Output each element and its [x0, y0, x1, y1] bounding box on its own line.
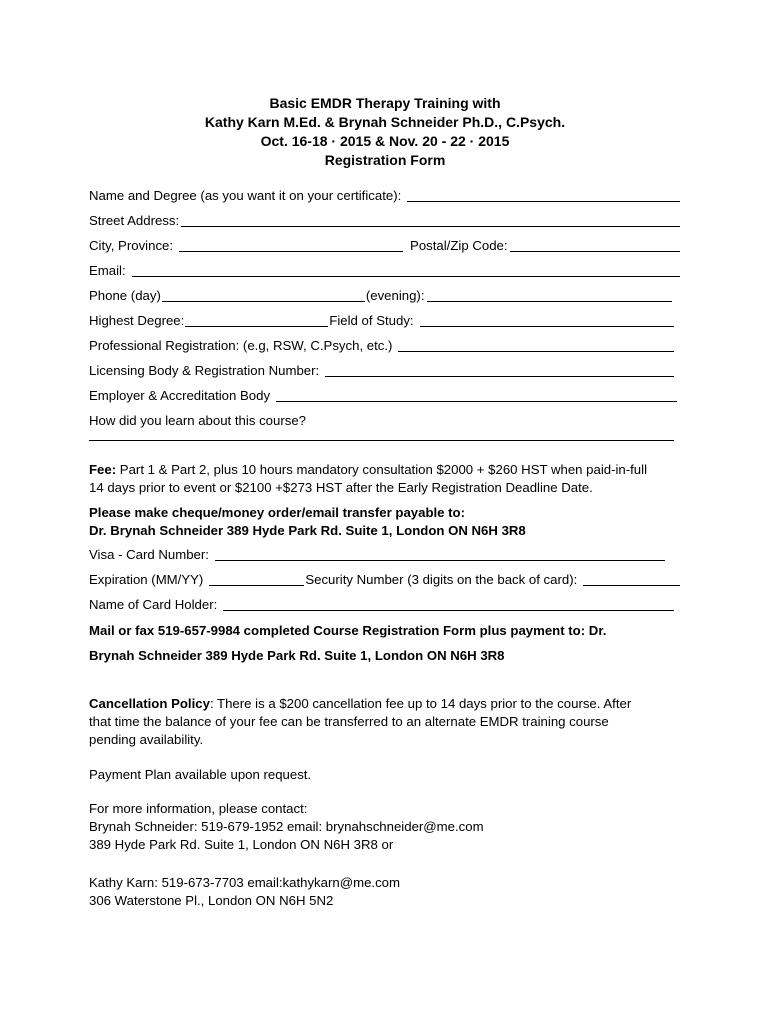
visa-row: [89, 545, 681, 563]
phone-row: [89, 286, 681, 304]
licensing-row: [89, 361, 681, 379]
highest-degree-field[interactable]: [185, 314, 328, 327]
security-number-field[interactable]: [583, 573, 680, 586]
security-label: Security Number (3 digits on the back of card):: [305, 572, 578, 587]
field-of-study-label: Field of Study:: [329, 313, 414, 328]
visa-card-number-field[interactable]: [215, 548, 665, 561]
cancellation-label: Cancellation Policy: [89, 696, 210, 711]
mail-line-1: Mail or fax 519-657-9984 completed Course Registration Form plus payment to: Dr.: [89, 623, 607, 638]
contact-kathy-line-2: 306 Waterstone Pl., London ON N6H 5N2: [89, 893, 334, 908]
cancellation-line-1: : There is a $200 cancellation fee up to 14 days prior to the course. After: [209, 696, 632, 711]
card-holder-field[interactable]: [223, 598, 674, 611]
how-learn-field[interactable]: [89, 440, 674, 441]
postal-field[interactable]: [510, 239, 680, 252]
professional-registration-label: Professional Registration: (e.g, RSW, C.Psych, etc.): [89, 338, 393, 353]
title-line-4: Registration Form: [324, 152, 446, 168]
title-line-3: Oct. 16-18 · 2015 & Nov. 20 - 22 · 2015: [260, 133, 510, 149]
mail-line-2: Brynah Schneider 389 Hyde Park Rd. Suite 1, London ON N6H 3R8: [89, 648, 505, 663]
payable-paragraph: [89, 504, 685, 540]
cancellation-line-3: pending availability.: [89, 732, 204, 747]
expiration-row: [89, 570, 681, 588]
fee-line-1: Part 1 & Part 2, plus 10 hours mandatory consultation $2000 + $260 HST when paid-in-full: [119, 462, 648, 477]
card-holder-row: [89, 595, 681, 613]
email-row: [89, 261, 681, 279]
contact-kathy-line-1: Kathy Karn: 519-673-7703 email:kathykarn@me.com: [89, 875, 400, 890]
city-field[interactable]: [179, 239, 403, 252]
name-degree-field[interactable]: [407, 189, 680, 202]
professional-registration-row: [89, 336, 681, 354]
expiration-label: Expiration (MM/YY): [89, 572, 204, 587]
employer-row: [89, 386, 681, 404]
title-line-2: Kathy Karn M.Ed. & Brynah Schneider Ph.D., C.Psych.: [204, 114, 566, 130]
email-label: Email:: [89, 263, 126, 278]
employer-label: Employer & Accreditation Body: [89, 388, 271, 403]
phone-evening-field[interactable]: [427, 289, 673, 302]
payable-line-2: Dr. Brynah Schneider 389 Hyde Park Rd. Suite 1, London ON N6H 3R8: [89, 523, 526, 538]
contact-brynah-line-2: 389 Hyde Park Rd. Suite 1, London ON N6H 3R8 or: [89, 837, 394, 852]
how-learn-row: [89, 411, 681, 429]
city-row: [89, 236, 681, 254]
city-label: City, Province:: [89, 238, 174, 253]
cancellation-paragraph: [89, 695, 685, 749]
contact-block: [89, 800, 685, 854]
street-row: [89, 211, 681, 229]
postal-label: Postal/Zip Code:: [410, 238, 508, 253]
email-field[interactable]: [132, 264, 680, 277]
fee-line-2: 14 days prior to event or $2100 +$273 HST after the Early Registration Deadline Date.: [89, 480, 593, 495]
contact-brynah-line-1: Brynah Schneider: 519-679-1952 email: brynahschneider@me.com: [89, 819, 484, 834]
street-label: Street Address:: [89, 213, 180, 228]
card-holder-label: Name of Card Holder:: [89, 597, 218, 612]
licensing-field[interactable]: [325, 364, 674, 377]
street-field[interactable]: [181, 214, 680, 227]
highest-degree-label: Highest Degree:: [89, 313, 185, 328]
phone-evening-label: (evening):: [365, 288, 425, 303]
name-degree-row: [89, 186, 681, 204]
visa-label: Visa - Card Number:: [89, 547, 209, 562]
degree-row: [89, 311, 681, 329]
licensing-label: Licensing Body & Registration Number:: [89, 363, 320, 378]
how-learn-label: How did you learn about this course?: [89, 413, 306, 428]
field-of-study-field[interactable]: [420, 314, 674, 327]
employer-field[interactable]: [276, 389, 677, 402]
fee-label: Fee:: [89, 462, 117, 477]
title-line-1: Basic EMDR Therapy Training with: [269, 95, 501, 111]
name-degree-label: Name and Degree (as you want it on your certificate):: [89, 188, 402, 203]
expiration-field[interactable]: [209, 573, 304, 586]
payable-line-1: Please make cheque/money order/email transfer payable to:: [89, 505, 465, 520]
contact-kathy-block: [89, 874, 685, 910]
professional-registration-field[interactable]: [398, 339, 674, 352]
payment-plan: Payment Plan available upon request.: [89, 767, 312, 782]
phone-day-field[interactable]: [162, 289, 365, 302]
cancellation-line-2: that time the balance of your fee can be transferred to an alternate EMDR training course: [89, 714, 609, 729]
phone-day-label: Phone (day): [89, 288, 161, 303]
fee-paragraph: [89, 461, 685, 497]
contact-intro: For more information, please contact:: [89, 801, 308, 816]
